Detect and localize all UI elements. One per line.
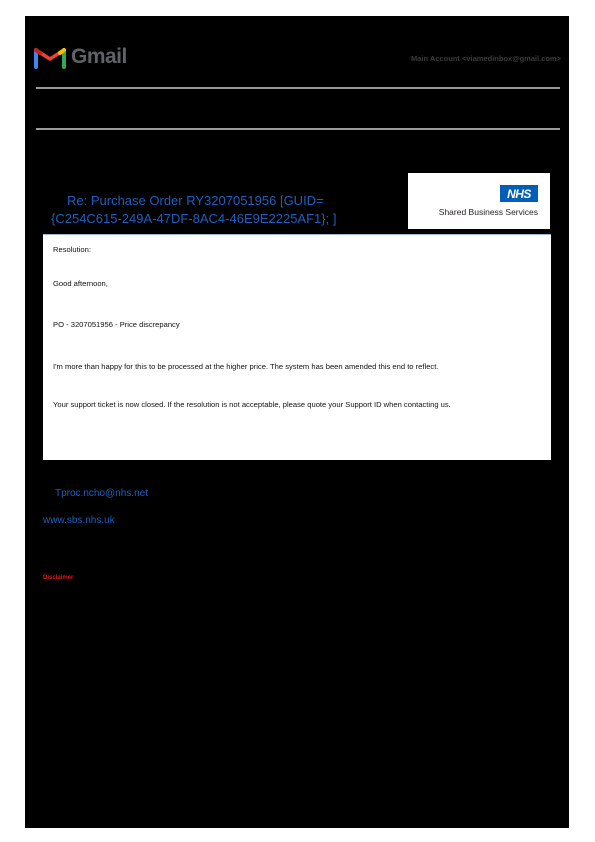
body-resolution: Resolution: [53,245,91,254]
document-page [25,16,569,828]
gmail-logo-text: Gmail [71,45,127,68]
gmail-logo [34,45,127,69]
contact-email-link[interactable]: Tproc.ncho@nhs.net [55,488,148,499]
message-subject [51,192,381,228]
body-paragraph-closing: Your support ticket is now closed. If the resolution is not acceptable, please quote your Support ID when contacting us. [53,400,451,409]
subject-divider [36,128,560,130]
body-po-line: PO - 3207051956 - Price discrepancy [53,320,180,329]
body-paragraph-amended: I'm more than happy for this to be processed at the higher price. The system has been amended this end to reflect. [53,361,439,371]
subject-line-2: {C254C615-249A-47DF-8AC4-46E9E2225AF1}; ] [51,211,337,226]
nhs-badge: NHS [500,185,538,202]
website-link[interactable]: www.sbs.nhs.uk [43,515,115,526]
account-label: Main Account <viamedinbox@gmail.com> [411,54,561,63]
disclaimer-label: Disclaimer [43,575,74,581]
subject-line-1: Re: Purchase Order RY3207051956 [GUID= [67,193,324,208]
header-divider [36,87,560,89]
nhs-sbs-logo [408,173,550,229]
gmail-envelope-icon [34,45,66,69]
message-body [43,234,551,460]
body-greeting: Good afternoon, [53,278,108,288]
nhs-tagline: Shared Business Services [438,207,538,217]
